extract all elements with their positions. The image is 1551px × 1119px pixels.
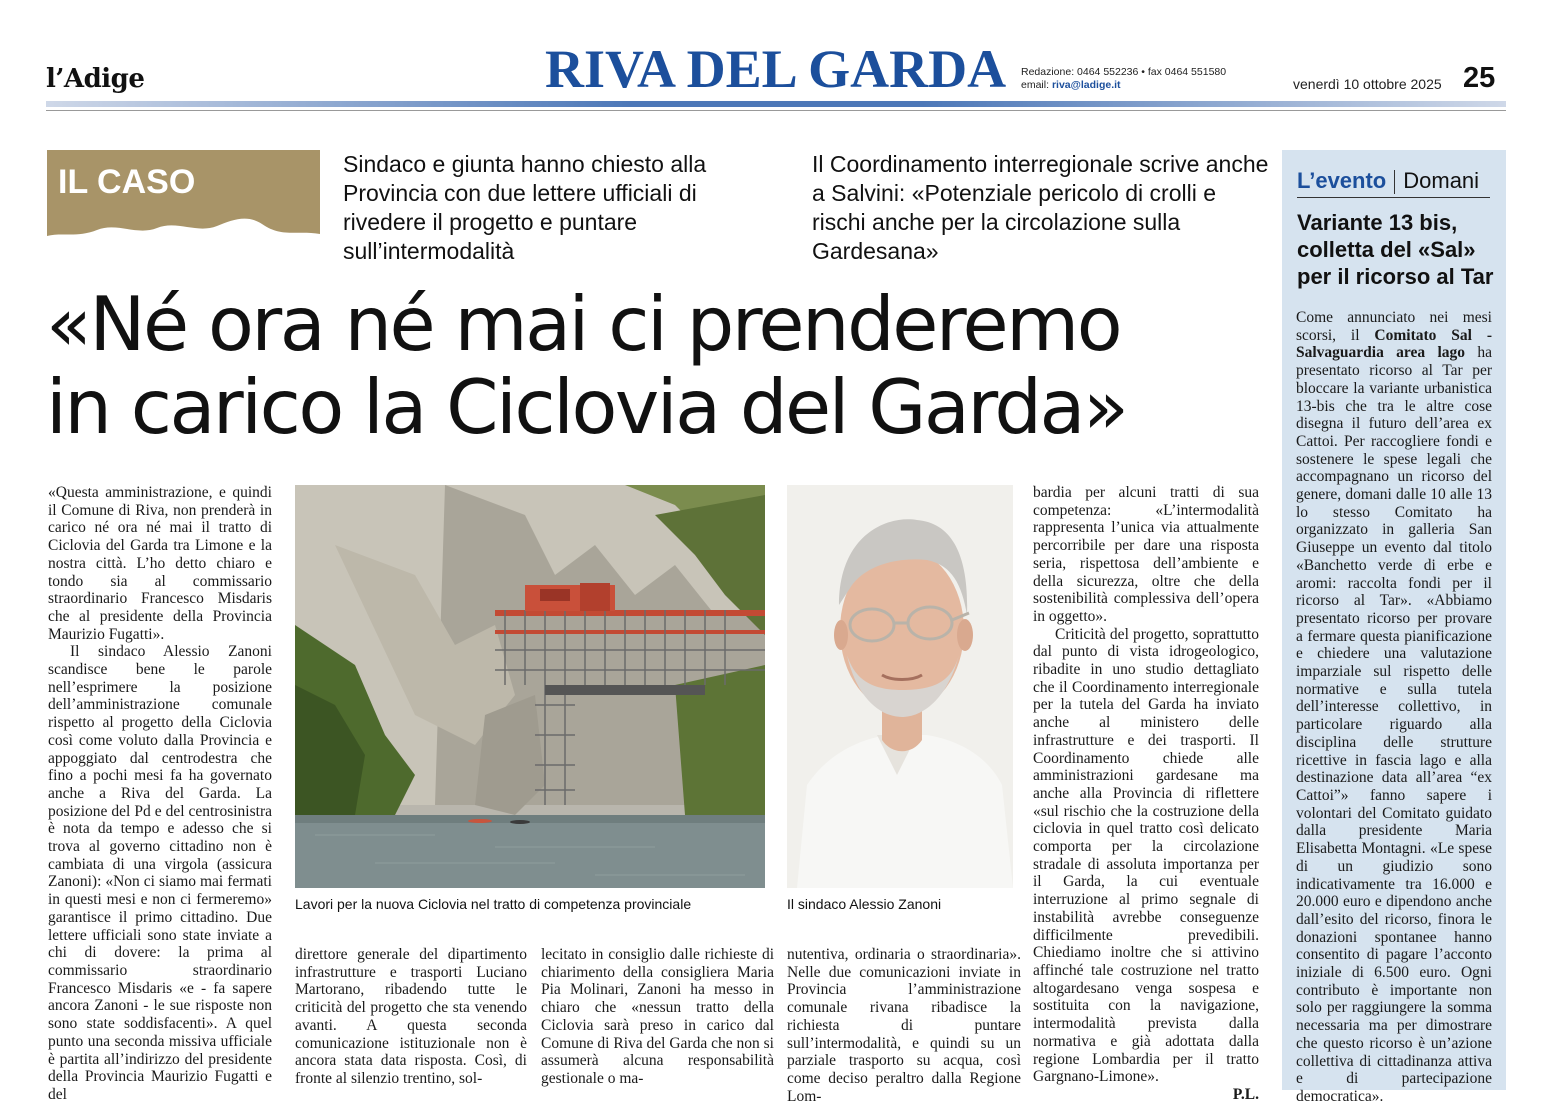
article-column-4 [787, 946, 1021, 1105]
kicker-separator [1394, 170, 1395, 194]
mayor-portrait-photo [787, 485, 1013, 888]
paragraph: bardia per alcuni tratti di sua competenza: «L’intermodalità rappresenta l’unica via attualmente percorribile per dare una risposta seria, rispettosa dell’ambiente e della sicurezza, oltre che della sostenibilità complessiva dell’opera in oggetto». [1033, 484, 1259, 625]
masthead-thin-rule [46, 110, 1506, 111]
photo-caption-mayor: Il sindaco Alessio Zanoni [787, 896, 942, 912]
paragraph: Il sindaco Alessio Zanoni scandisce bene le parole nell’esprimere la posizione dell’amministrazione comunale rispetto al progetto della Ciclovia così come voluto dalla Provincia e appoggiato dal centrodestra che fino a pochi mesi fa ha governato anche a Riva del Garda. La posizione del Pd e del centrosinistra è nota da tempo e adesso che si trova al governo cittadino non è cambiata di una virgola (assicura Zanoni): «Non ci siamo mai fermati in questi mesi e non ci fermeremo» garantisce il primo cittadino. Due lettere ufficiali sono state inviate a chi di dovere: la prima al commissario straordinario Francesco Misdaris «e - fa sapere ancora Zanoni - le sue risposte non sono state soddisfacenti». A quel punto una seconda missiva ufficiale è partita all’indirizzo del presidente della Provincia Maurizio Fugatti e del [48, 643, 272, 1103]
paragraph: Criticità del progetto, soprattutto dal punto di vista idrogeologico, ribadite in uno studio dettagliato che il Coordinamento interregionale per la tutela del Garda ha inviato anche al ministero delle infrastrutture e dei trasporti. Il Coordinamento chiede alle amministrazioni gardesane ma anche alla Provincia di riflettere «sul rischio che la costruzione della ciclovia in quel tratto così delicato comporta per la circolazione stradale di assoluta importanza per il Garda, la cui eventuale interruzione al primo segnale di instabilità avrebbe conseguenze difficilmente prevedibili. Chiediamo inoltre che si attivino affinché tale costruzione nel tratto altogardesano venga sospesa e sostituita con la navigazione, intermodalità prevista dalla normativa e già adottata dalla regione Lombardia per il tratto Gargnano-Limone». [1033, 625, 1259, 1086]
ciclovia-works-photo [295, 485, 765, 888]
sidebar-rule [1297, 197, 1490, 198]
issue-date: venerdì 10 ottobre 2025 [1293, 76, 1442, 92]
contacts [1021, 66, 1226, 92]
photo-caption-works: Lavori per la nuova Ciclovia nel tratto di competenza provinciale [295, 896, 692, 912]
sidebar-body-bold: Comitato Sal - Salvaguardia area lago [1296, 326, 1493, 362]
deck-right: Il Coordinamento interregionale scrive anche a Salvini: «Potenziale pericolo di crolli e rischi anche per la circolazione sulla Gardesana» [812, 151, 1269, 264]
sidebar-kicker-when: Domani [1403, 168, 1480, 193]
paragraph: «Questa amministrazione, e quindi il Comune di Riva, non prenderà in carico né ora né mai il tratto di Ciclovia del Garda tra Limone e la nostra città. L’ho detto chiaro e tondo sia al commissario straordinario Francesco Misdaris che al presidente della Provincia Maurizio Fugatti». [48, 484, 272, 643]
kicker-label: IL CASO [58, 163, 196, 201]
contacts-phone: Redazione: 0464 552236 • fax 0464 551580 [1021, 66, 1227, 78]
headline-line-1: «Né ora né mai ci prenderemo [46, 280, 1121, 368]
sidebar-kicker-label: L’evento [1297, 168, 1387, 193]
contacts-email-line [1021, 79, 1226, 92]
article-column-1 [48, 484, 272, 1104]
article-column-2 [295, 946, 527, 1088]
headline-line-2: in carico la Ciclovia del Garda» [46, 363, 1127, 451]
author-signature: P.L. [1232, 1085, 1259, 1103]
article-column-3 [541, 946, 774, 1088]
sidebar-body-start: Come annunciato nei mesi scorsi, il [1296, 309, 1492, 344]
section-title: RIVA DEL GARDA [545, 39, 1007, 99]
deck-left: Sindaco e giunta hanno chiesto alla Provincia con due lettere ufficiali di rivedere il progetto e puntare sull’intermodalità [343, 151, 707, 264]
paragraph: lecitato in consiglio dalle richieste di chiarimento della consigliera Maria Pia Molinari, Zanoni ha messo in chiaro che «nessun tratto della Ciclovia sarà preso in carico dal Comune di Riva del Garda che non si assumerà alcuna responsabilità gestionale o ma- [541, 946, 774, 1087]
article-column-5 [1033, 484, 1259, 1104]
email-label: email: [1021, 79, 1050, 91]
sidebar-title: Variante 13 bis, colletta del «Sal» per il ricorso al Tar [1297, 210, 1494, 289]
newspaper-logo: l’Adige [46, 64, 145, 94]
page-number: 25 [1463, 62, 1496, 94]
sidebar-kicker [1297, 168, 1479, 194]
email-link[interactable]: riva@ladige.it [1051, 79, 1121, 91]
sidebar-body [1296, 309, 1492, 1106]
paragraph: direttore generale del dipartimento infrastrutture e trasporti Luciano Martorano, ribadendo tutte le criticità del progetto che sta venendo avanti. A questa seconda comunicazione istituzionale non è ancora stata data risposta. Così, di fronte al silenzio trentino, sol- [295, 946, 527, 1087]
sidebar-body-rest: ha presentato ricorso al Tar per bloccare la variante urbanistica 13-bis che tra le altre cose disegna il futuro dell’area ex Cattoi. Per raccogliere fondi e sostenere le spese legali che accompagnano un ricorso del genere, domani dalle 10 alle 13 lo stesso Comitato ha organizzato in galleria San Giuseppe un evento dal titolo «Banchetto verde di erbe e aromi: raccolta fondi per il ricorso al Tar». «Abbiamo presentato ricorso per provare a fermare questa pianificazione e chiedere una valutazione imparziale sul rispetto delle normative e sulla tutela dell’interesse collettivo, in particolare riguardo alla disciplina delle strutture ricettive in fascia lago e alla destinazione data all’area “ex Cattoi”» fanno sapere i volontari del Comitato guidato dalla presidente Maria Elisabetta Montagni. «Le spese di un giudizio sono indicativamente tra 16.000 e 20.000 euro e dipendono anche dall’esito del ricorso, finora le donazioni spontanee hanno consentito di pagare l’acconto iniziale di 6.500 euro. Ogni contributo è importante non solo per raggiungere la somma necessaria ma per dimostrare che questo ricorso è un’azione collettiva di cittadinanza attiva e di partecipazione democratica». [1296, 344, 1492, 1105]
paragraph: nutentiva, ordinaria o straordinaria». Nelle due comunicazioni inviate in Provincia l’amministrazione comunale rivana ribadisce la richiesta di puntare sull’intermodalità, e quindi su un parziale trasporto su acqua, così come deciso peraltro dalla Regione Lom- [787, 946, 1021, 1105]
masthead-rule [46, 101, 1506, 107]
headline [46, 280, 1286, 451]
